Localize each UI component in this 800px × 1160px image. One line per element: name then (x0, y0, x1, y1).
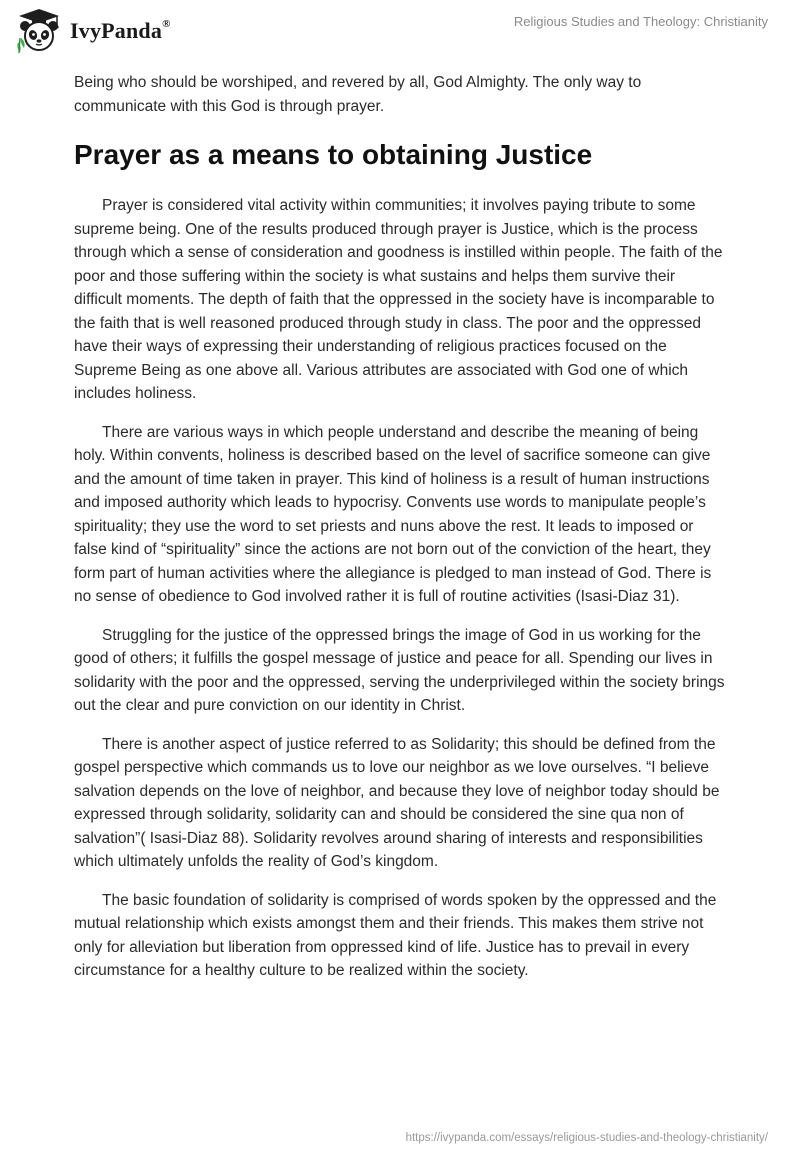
category-label: Religious Studies and Theology: Christianity (513, 14, 768, 29)
source-url[interactable]: https://ivypanda.com/essays/religious-studies-and-theology-christianity/ (405, 1132, 768, 1144)
body-paragraph: There is another aspect of justice referred to as Solidarity; this should be defined from the gospel perspective which commands us to love our neighbor as we love ourselves. “I believe salvation depends on the love of neighbor, and because they love of neighbor today should be expressed through solidarity, solidarity can and should be considered the sine qua non of salvation”( Isasi-Diaz 88). Solidarity revolves around sharing of interests and responsibilities which ultimately unfolds the reality of God’s kingdom. (74, 735, 720, 870)
intro-paragraph: Being who should be worshiped, and revered by all, God Almighty. The only way to communicate with this God is through prayer. (74, 74, 642, 115)
body-paragraph: There are various ways in which people understand and describe the meaning of being holy. Within convents, holiness is described based on the level of sacrifice someone can give and the amount of time taken in prayer. This kind of holiness is a result of human instructions and imposed authority which leads to hypocrisy. Convents use words to manipulate people’s spirituality; they use the word to set priests and nuns above the rest. It leads to imposed or false kind of “spirituality” since the actions are not born out of the conviction of the heart, they form part of human activities where the allegiance is pledged to man instead of God. There is no sense of obedience to God involved rather it is full of routine activities (Isasi-Diaz 31). (74, 423, 712, 605)
ivypanda-logo[interactable] (14, 8, 171, 54)
section-heading: Prayer as a means to obtaining Justice (74, 139, 593, 170)
body-paragraph: Struggling for the justice of the oppressed brings the image of God in us working for the good of others; it fulfills the gospel message of justice and peace for all. Spending our lives in solidarity with the poor and the oppressed, serving the underprivileged within the society brings out the clear and pure conviction on our identity in Christ. (74, 626, 725, 714)
page-header (0, 0, 800, 64)
registered-mark: ® (162, 17, 171, 30)
brand-name: IvyPanda® (70, 17, 171, 43)
body-paragraph: The basic foundation of solidarity is comprised of words spoken by the oppressed and the mutual relationship which exists amongst them and their friends. This makes them strive not only for alleviation but liberation from oppressed kind of life. Justice has to prevail in every circumstance for a healthy culture to be realized within the society. (74, 891, 717, 979)
panda-mascot-icon (14, 8, 64, 54)
body-paragraph: Prayer is considered vital activity within communities; it involves paying tribute to some supreme being. One of the results produced through prayer is Justice, which is the process through which a sense of consideration and goodness is instilled within people. The faith of the poor and those suffering within the society is what sustains and helps them survive their difficult moments. The depth of faith that the oppressed in the society have is incomparable to the faith that is well reasoned produced through study in class. The poor and the oppressed have their ways of expressing their understanding of religious practices focused on the Supreme Being as one above all. Various attributes are associated with God one of which includes holiness. (74, 197, 723, 402)
article-body (74, 71, 726, 998)
